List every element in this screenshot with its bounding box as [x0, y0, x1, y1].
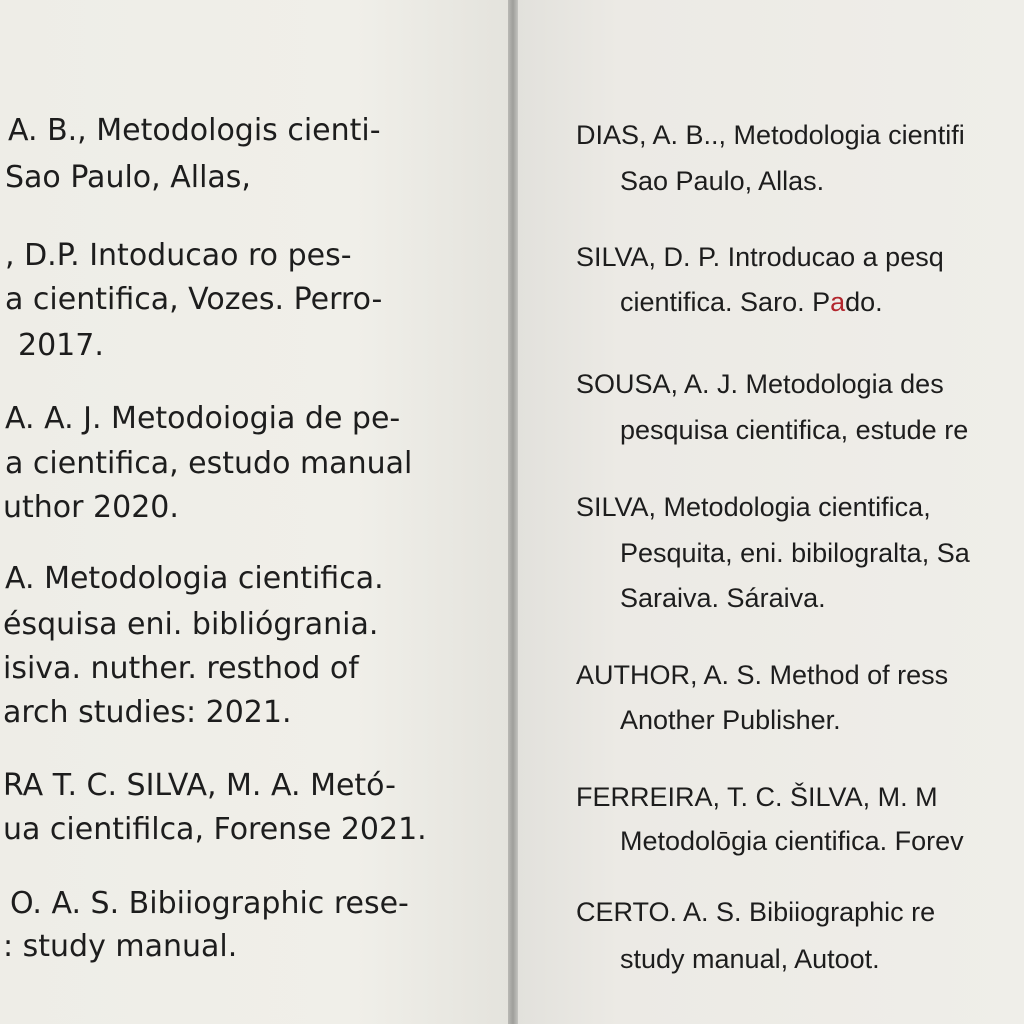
reference-continuation: study manual, Autoot. [620, 944, 880, 974]
left-line: O. A. S. Bibiiographic rese- [10, 886, 409, 921]
reference-continuation: Metodolōgia cientifica. Forev [620, 826, 964, 856]
reference-continuation: pesquisa cientifica, estude re [620, 415, 969, 445]
left-line: a cientifica, estudo manual [5, 446, 413, 481]
left-line: RA T. C. SILVA, M. A. Metó- [3, 768, 396, 803]
reference-continuation: Sao Paulo, Allas. [620, 166, 825, 196]
reference-entry-silva: SILVA, Metodologia cientifica, [576, 492, 931, 522]
reference-entry-author: AUTHOR, A. S. Method of ress [576, 660, 949, 690]
reference-continuation: Saraiva. Sáraiva. [620, 583, 826, 613]
right-page [518, 0, 1024, 1024]
left-page [0, 0, 508, 1024]
left-line: ésquisa eni. bibliógrania. [3, 607, 379, 642]
left-line: isiva. nuther. resthod of [3, 651, 359, 686]
left-line: ua cientifilca, Forense 2021. [3, 812, 427, 847]
left-line: uthor 2020. [3, 490, 179, 525]
reference-entry-dias: DIAS, A. B.., Metodologia cientifi [576, 120, 965, 150]
reference-continuation: cientifica. Saro. Pado. [620, 287, 883, 317]
reference-entry-sousa: SOUSA, A. J. Metodologia des [576, 369, 944, 399]
correction-mark: a [830, 287, 846, 317]
left-line: A. B., Metodologis cienti- [8, 113, 381, 148]
left-line: : study manual. [3, 929, 238, 964]
reference-entry-certo: CERTO. A. S. Bibiiographic re [576, 897, 936, 927]
left-line: A. Metodologia cientifica. [5, 561, 384, 596]
left-line: , D.P. Intoducao ro pes- [5, 238, 352, 273]
left-line: a cientifica, Vozes. Perro- [5, 282, 383, 317]
reference-entry-ferreira: FERREIRA, T. C. ŠILVA, M. M [576, 782, 938, 812]
book-gutter [508, 0, 518, 1024]
reference-continuation: Pesquita, eni. bibilogralta, Sa [620, 538, 970, 568]
left-line: arch studies: 2021. [3, 695, 292, 730]
reference-continuation: Another Publisher. [620, 705, 841, 735]
left-line: A. A. J. Metodoiogia de pe- [5, 401, 401, 436]
left-line: Sao Paulo, Allas, [5, 160, 251, 195]
left-line: 2017. [18, 328, 104, 363]
reference-entry-silva-dp: SILVA, D. P. Introducao a pesq [576, 242, 944, 272]
